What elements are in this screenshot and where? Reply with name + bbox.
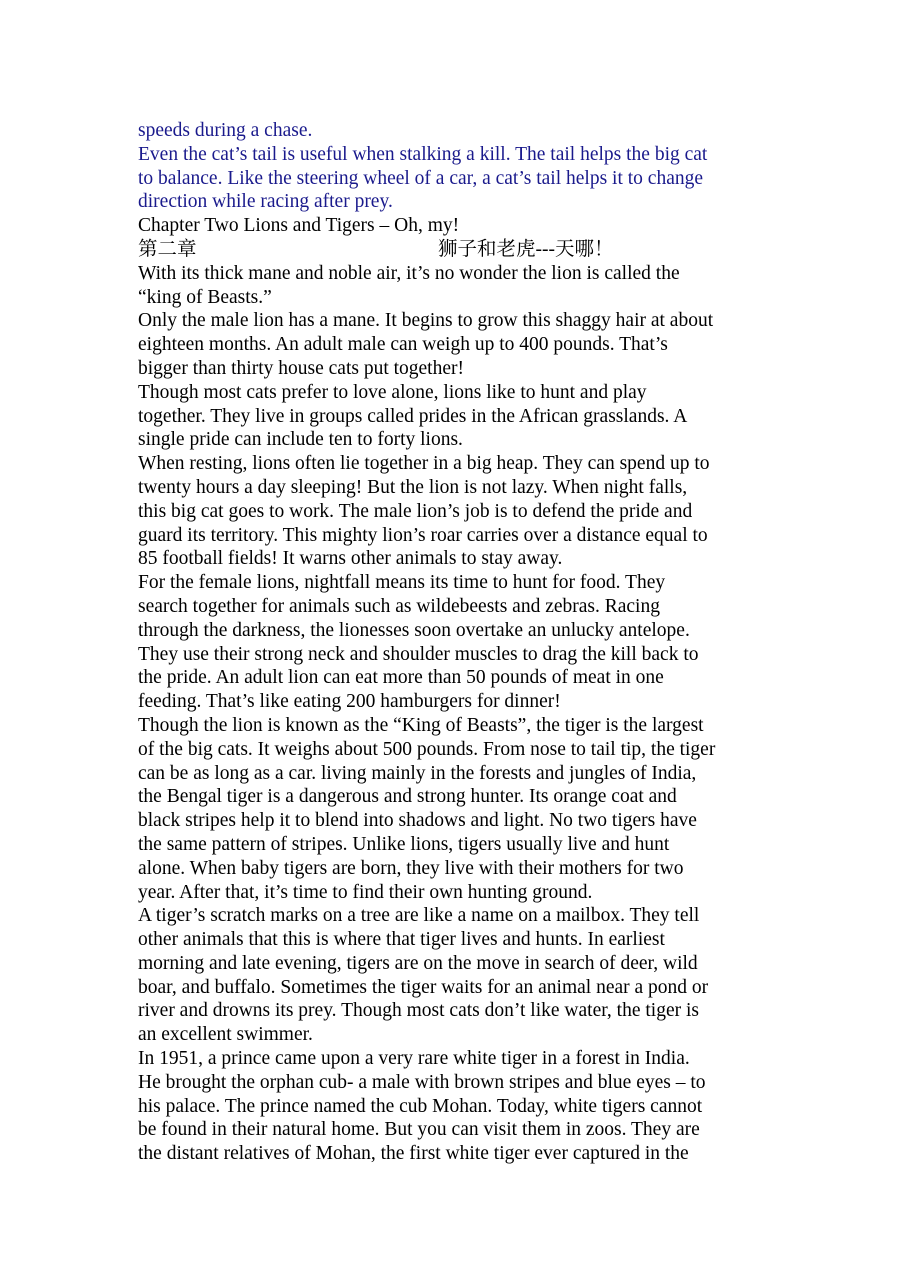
chapter-name-cn: 狮子和老虎---天哪！ — [438, 238, 614, 260]
text-line: 85 football fields! It warns other animals to stay away. — [138, 548, 563, 570]
text-line: the distant relatives of Mohan, the first white tiger ever captured in the — [138, 1143, 689, 1165]
chapter-title-chinese — [138, 238, 798, 262]
text-line: year. After that, it’s time to find their own hunting ground. — [138, 881, 593, 903]
text-line: his palace. The prince named the cub Mohan. Today, white tigers cannot — [138, 1095, 703, 1117]
text-line: other animals that this is where that tiger lives and hunts. In earliest — [138, 929, 665, 951]
text-line: direction while racing after prey. — [138, 191, 393, 213]
text-line: He brought the orphan cub- a male with brown stripes and blue eyes – to — [138, 1071, 706, 1093]
text-line: of the big cats. It weighs about 500 pounds. From nose to tail tip, the tiger — [138, 738, 716, 760]
text-line: alone. When baby tigers are born, they live with their mothers for two — [138, 857, 684, 879]
paragraph-lion-king — [138, 262, 798, 310]
body-text — [138, 119, 798, 1166]
text-line: guard its territory. This mighty lion’s roar carries over a distance equal to — [138, 524, 708, 546]
text-line: bigger than thirty house cats put together! — [138, 357, 464, 379]
chapter-title — [138, 214, 798, 238]
text-line: to balance. Like the steering wheel of a car, a cat’s tail helps it to change — [138, 167, 704, 189]
text-line: the same pattern of stripes. Unlike lions, tigers usually live and hunt — [138, 833, 670, 855]
text-line: Though most cats prefer to love alone, lions like to hunt and play — [138, 381, 647, 403]
text-line: Though the lion is known as the “King of Beasts”, the tiger is the largest — [138, 714, 704, 736]
text-line: A tiger’s scratch marks on a tree are like a name on a mailbox. They tell — [138, 905, 700, 927]
text-line: an excellent swimmer. — [138, 1024, 313, 1046]
text-line: can be as long as a car. living mainly in the forests and jungles of India, — [138, 762, 697, 784]
intro-paragraph — [138, 119, 798, 214]
text-line: this big cat goes to work. The male lion’s job is to defend the pride and — [138, 500, 693, 522]
text-line: In 1951, a prince came upon a very rare white tiger in a forest in India. — [138, 1048, 690, 1070]
text-line: through the darkness, the lionesses soon overtake an unlucky antelope. — [138, 619, 690, 641]
text-line: river and drowns its prey. Though most cats don’t like water, the tiger is — [138, 1000, 699, 1022]
paragraph-tiger — [138, 714, 798, 904]
text-line: boar, and buffalo. Sometimes the tiger waits for an animal near a pond or — [138, 976, 709, 998]
text-line: together. They live in groups called prides in the African grasslands. A — [138, 405, 688, 427]
chapter-title-text: Chapter Two Lions and Tigers – Oh, my! — [138, 215, 460, 237]
paragraph-white-tiger — [138, 1047, 798, 1166]
text-line: Even the cat’s tail is useful when stalking a kill. The tail helps the big cat — [138, 143, 708, 165]
text-line: For the female lions, nightfall means its time to hunt for food. They — [138, 572, 666, 594]
paragraph-resting — [138, 452, 798, 571]
text-line: feeding. That’s like eating 200 hamburgers for dinner! — [138, 691, 561, 713]
chapter-number-cn: 第二章 — [138, 238, 197, 260]
paragraph-female-lions — [138, 571, 798, 714]
text-line: black stripes help it to blend into shadows and light. No two tigers have — [138, 810, 697, 832]
text-line: They use their strong neck and shoulder muscles to drag the kill back to — [138, 643, 699, 665]
text-line: morning and late evening, tigers are on the move in search of deer, wild — [138, 952, 698, 974]
paragraph-mane — [138, 309, 798, 380]
text-line: single pride can include ten to forty lions. — [138, 429, 463, 451]
text-line: the Bengal tiger is a dangerous and strong hunter. Its orange coat and — [138, 786, 677, 808]
text-line: “king of Beasts.” — [138, 286, 272, 308]
text-line: the pride. An adult lion can eat more than 50 pounds of meat in one — [138, 667, 664, 689]
text-line: search together for animals such as wildebeests and zebras. Racing — [138, 595, 660, 617]
text-line: Only the male lion has a mane. It begins to grow this shaggy hair at about — [138, 310, 714, 332]
text-line: be found in their natural home. But you can visit them in zoos. They are — [138, 1119, 700, 1141]
text-line: speeds during a chase. — [138, 120, 313, 141]
text-line: With its thick mane and noble air, it’s no wonder the lion is called the — [138, 262, 680, 284]
paragraph-prides — [138, 381, 798, 452]
text-line: twenty hours a day sleeping! But the lion is not lazy. When night falls, — [138, 476, 688, 498]
text-line: When resting, lions often lie together in a big heap. They can spend up to — [138, 453, 710, 475]
text-line: eighteen months. An adult male can weigh up to 400 pounds. That’s — [138, 334, 668, 356]
paragraph-scratch-marks — [138, 904, 798, 1047]
